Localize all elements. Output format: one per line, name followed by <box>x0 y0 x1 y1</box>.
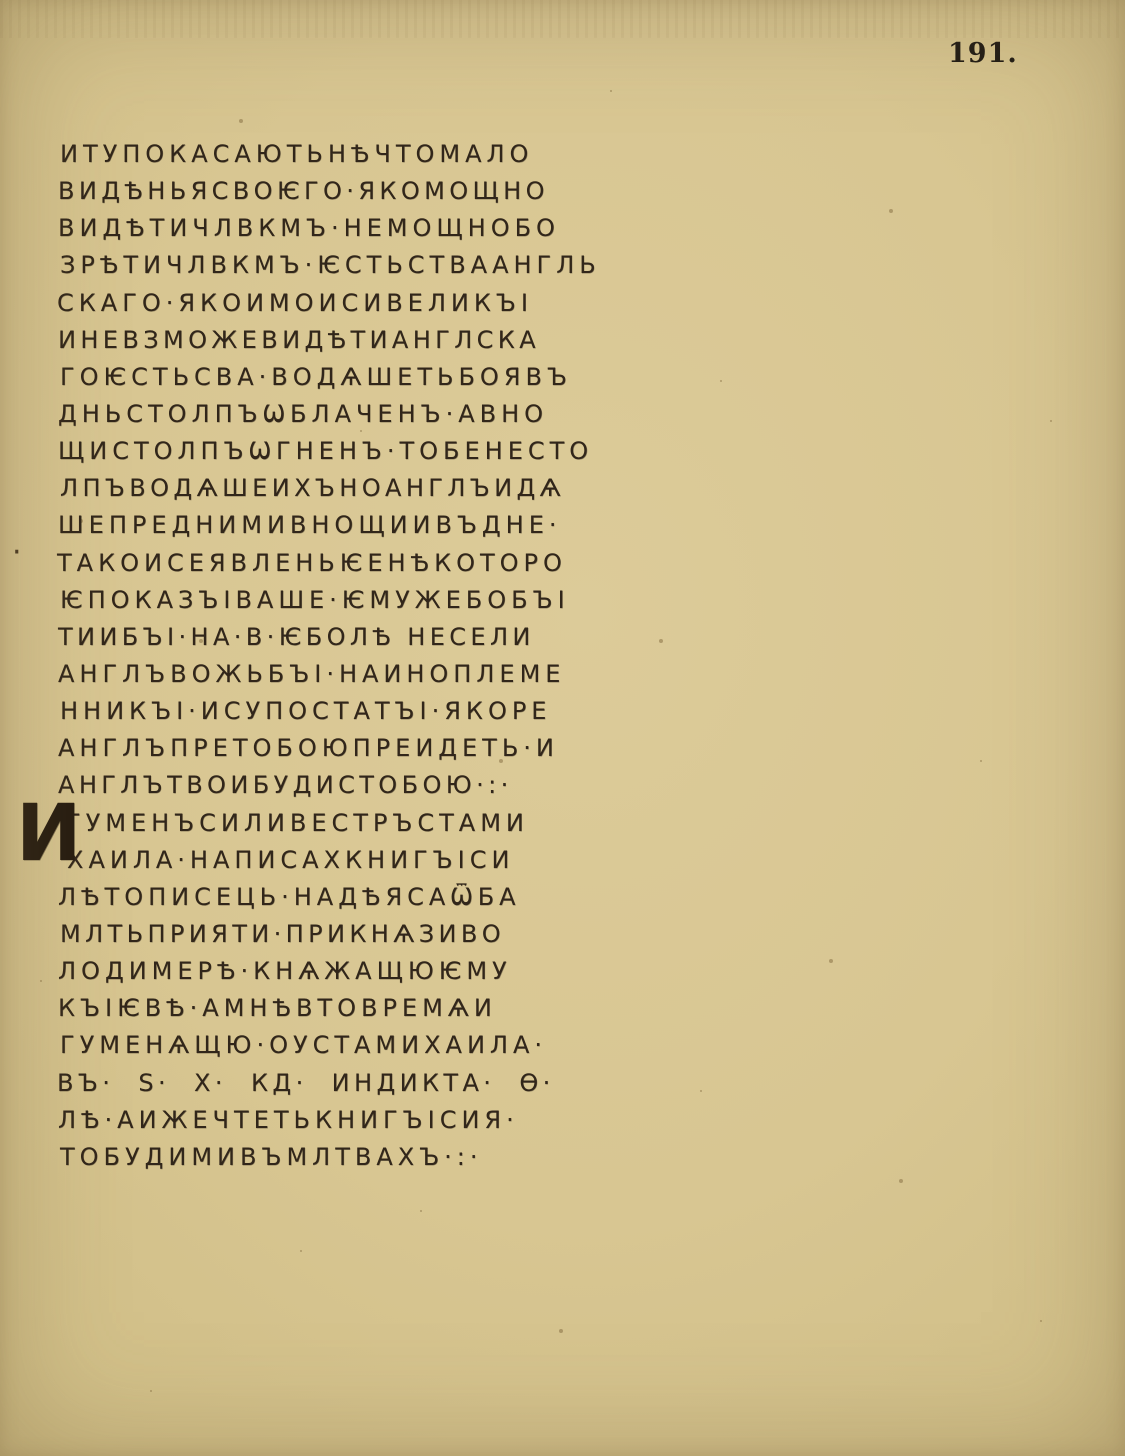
paper-streaks <box>0 0 1125 38</box>
initial-letter-drop-cap: И <box>16 789 82 879</box>
manuscript-line: ИНЕВЗМОЖЕВИДѢТИАНГЛСКА <box>58 325 541 354</box>
manuscript-line: ВИДѢНЬЯСВОѤГО·ЯКОМОЩНО <box>58 177 549 206</box>
manuscript-line: СКАГО·ЯКОИМОИСИВЕЛИКЪІ <box>57 288 533 317</box>
manuscript-line: ѤПОКАЗЪІВАШЕ·ѤМУЖЕБОБЪІ <box>60 585 570 614</box>
manuscript-line: ВИДѢТИЧЛВКМЪ·НЕМОЩНОБО <box>58 214 560 243</box>
manuscript-line: ТАКОИСЕЯВЛЕНЬѤЕНѢКОТОРО <box>57 548 567 577</box>
manuscript-line: ННИКЪІ·ИСУПОСТАТЪІ·ЯКОРЕ <box>60 697 552 726</box>
manuscript-line: ЛѢ·АИЖЕЧТЕТЬКНИГЪІСИЯ· <box>58 1105 519 1134</box>
manuscript-line: ЩИСТОЛПЪѠГНЕНЪ·ТОБЕНЕСТО <box>58 437 594 466</box>
manuscript-line: МЛТЬПРИЯТИ·ПРИКНѦЗИВО <box>60 919 506 948</box>
manuscript-line: ЗРѢТИЧЛВКМЪ·ѤСТЬСТВААНГЛЬ <box>60 251 601 280</box>
manuscript-line: ШЕПРЕДНИМИВНОЩИИВЪДНЕ· <box>58 511 562 540</box>
manuscript-line: АНГЛЪПРЕТОБОЮПРЕИДЕТЬ·И <box>58 734 559 763</box>
manuscript-line: ЛОДИМЕРѢ·КНѦЖАЩЮѤМУ <box>58 957 512 986</box>
page-number: 191. <box>948 38 1018 69</box>
manuscript-line-date: ВЪ· Ѕ· Х· КД· ИНДИКТА· Ѳ· <box>57 1068 555 1097</box>
manuscript-line: ИТУПОКАСАЮТЬНѢЧТОМАЛО <box>60 140 534 168</box>
marginal-dot: · <box>12 535 22 570</box>
manuscript-line: ЛѢТОПИСЕЦЬ·НАДѢЯСАѾБА <box>58 882 521 911</box>
manuscript-line: ЛПЪВОДѦШЕИХЪНОАНГЛЪИДѦ <box>60 474 566 503</box>
paper-speckles <box>0 0 2 2</box>
manuscript-line: АНГЛЪТВОИБУДИСТОБОЮ·:· <box>58 771 513 800</box>
manuscript-line: ХАИЛА·НАПИСАХКНИГЪІСИ <box>67 845 515 874</box>
manuscript-line: ДНЬСТОЛПЪѠБЛАЧЕНЪ·АВНО <box>58 399 549 428</box>
manuscript-text-block <box>12 136 601 1176</box>
manuscript-line: АНГЛЪВОЖЬБЪІ·НАИНОПЛЕМЕ <box>58 659 566 688</box>
manuscript-line: ГОѤСТЬСВА·ВОДѦШЕТЬБОЯВЪ <box>60 362 572 391</box>
manuscript-line: ГУМЕНѦЩЮ·ОУСТАМИХАИЛА· <box>60 1031 547 1060</box>
manuscript-line: ТИИБЪІ·НА·В·ѤБОЛѢ НЕСЕЛИ <box>58 622 535 651</box>
manuscript-line-colophon-start: ГУМЕНЪСИЛИВЕСТРЪСТАМИ <box>66 808 529 837</box>
manuscript-line: КЪІѤВѢ·АМНѢВТОВРЕМѦИ <box>58 994 497 1023</box>
manuscript-line: ТОБУДИМИВЪМЛТВАХЪ·:· <box>60 1142 483 1171</box>
